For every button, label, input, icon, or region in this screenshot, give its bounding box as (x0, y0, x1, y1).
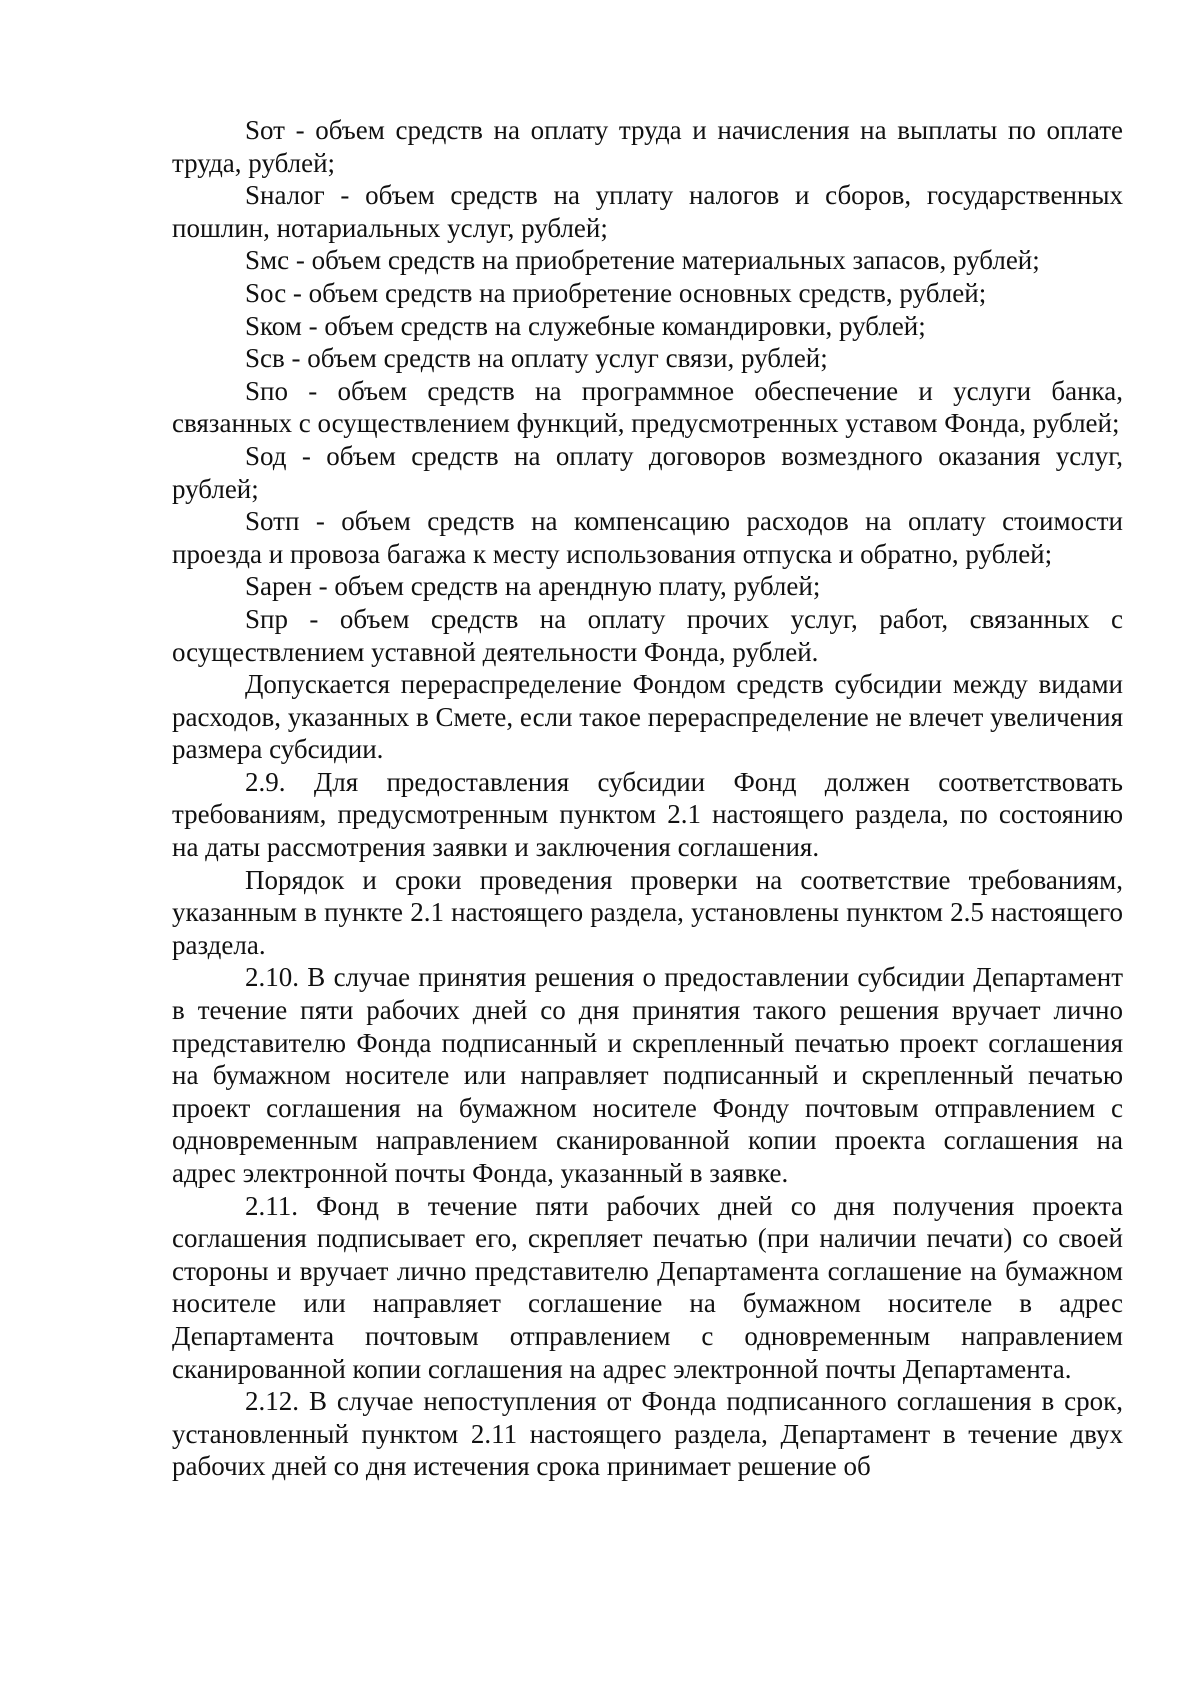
paragraph-verification-procedure: Порядок и сроки проведения проверки на соответствие требованиям, указанным в пункте 2.1 настоящего раздела, установлены пунктом 2.5 настоящего раздела. (172, 864, 1123, 960)
paragraph-sot: Sот - объем средств на оплату труда и начисления на выплаты по оплате труда, рублей; (172, 115, 1123, 178)
paragraph-2-12: 2.12. В случае непоступления от Фонда подписанного соглашения в срок, установленный пунктом 2.11 настоящего раздела, Департамент в течение двух рабочих дней со дня истечения срока принимает решение об (172, 1386, 1123, 1482)
paragraph-soc: Sос - объем средств на приобретение основных средств, рублей; (245, 277, 987, 308)
paragraph-smc: Sмс - объем средств на приобретение материальных запасов, рублей; (245, 245, 1040, 276)
paragraph-2-10: 2.10. В случае принятия решения о предоставлении субсидии Департамент в течение пяти рабочих дней со дня принятия такого решения вручает лично представителю Фонда подписанный и скрепленный печатью проект соглашения на бумажном носителе или направляет подписанный и скрепленный печатью проект соглашения на бумажном носителе Фонду почтовым отправлением с одновременным направлением сканированной копии проекта соглашения на адрес электронной почты Фонда, указанный в заявке. (172, 962, 1123, 1188)
paragraph-redistribution: Допускается перераспределение Фондом средств субсидии между видами расходов, указанных в Смете, если такое перераспределение не влечет увеличения размера субсидии. (172, 669, 1123, 765)
paragraph-sod: Sод - объем средств на оплату договоров возмездного оказания услуг, рублей; (172, 440, 1123, 504)
paragraph-saren: Sарен - объем средств на арендную плату, рублей; (245, 571, 821, 602)
paragraph-2-9: 2.9. Для предоставления субсидии Фонд должен соответствовать требованиям, предусмотренным пунктом 2.1 настоящего раздела, по состоянию на даты рассмотрения заявки и заключения соглашения. (172, 766, 1123, 863)
paragraph-sotp: Sотп - объем средств на компенсацию расходов на оплату стоимости проезда и провоза багажа к месту использования отпуска и обратно, рублей; (172, 506, 1123, 569)
paragraph-spo: Sпо - объем средств на программное обеспечение и услуги банка, связанных с осуществлением функций, предусмотренных уставом Фонда, рублей; (172, 375, 1123, 439)
document-page (172, 114, 1123, 1483)
paragraph-spr: Sпр - объем средств на оплату прочих услуг, работ, связанных с осуществлением уставной деятельности Фонда, рублей. (172, 603, 1123, 667)
paragraph-2-11: 2.11. Фонд в течение пяти рабочих дней со дня получения проекта соглашения подписывает его, скрепляет печатью (при наличии печати) со своей стороны и вручает лично представителю Департамента соглашение на бумажном носителе или направляет соглашение на бумажном носителе в адрес Департамента почтовым отправлением с одновременным направлением сканированной копии соглашения на адрес электронной почты Департамента. (172, 1190, 1123, 1384)
paragraph-skom: Sком - объем средств на служебные командировки, рублей; (245, 310, 926, 341)
paragraph-snalog: Sналог - объем средств на уплату налогов и сборов, государственных пошлин, нотариальных услуг, рублей; (172, 180, 1123, 243)
paragraph-scb: Sсв - объем средств на оплату услуг связи, рублей; (245, 343, 828, 374)
